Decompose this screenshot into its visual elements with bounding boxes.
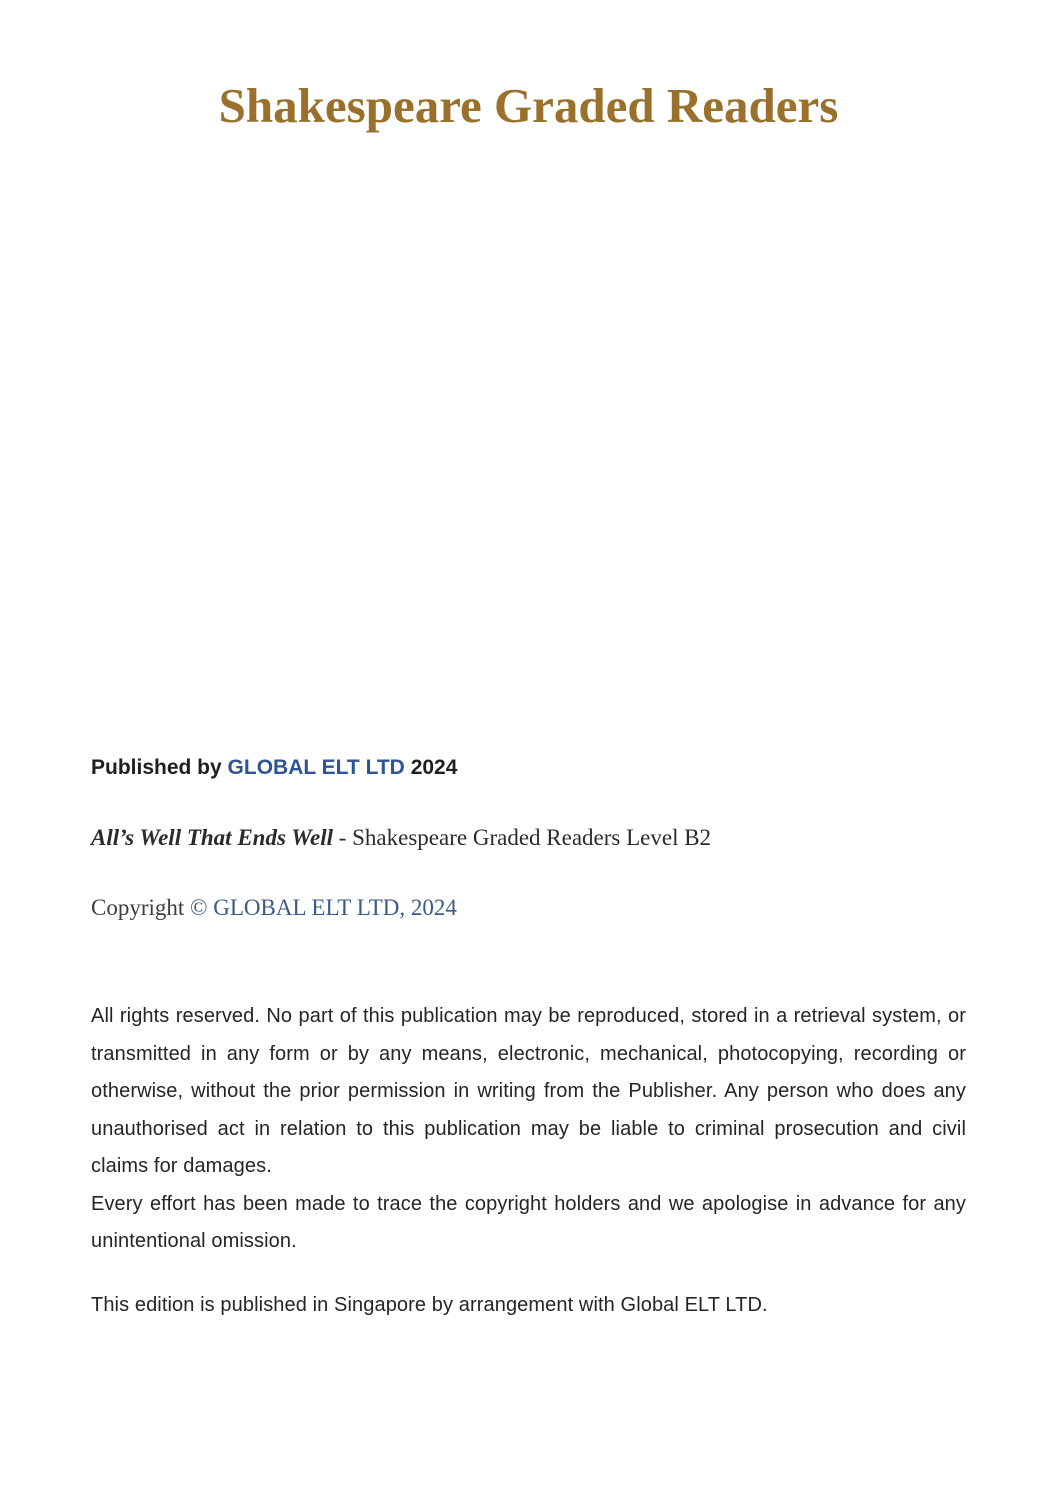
published-by-prefix: Published by xyxy=(91,756,222,779)
page-title: Shakespeare Graded Readers xyxy=(218,78,839,133)
copyright-prefix: Copyright xyxy=(91,895,185,920)
series-label: - Shakespeare Graded Readers Level B2 xyxy=(338,825,712,850)
copyright-holders-paragraph: Every effort has been made to trace the copyright holders and we apologise in advance for any unintentional omission. xyxy=(91,1192,966,1252)
book-title: All’s Well That Ends Well xyxy=(91,825,333,850)
legal-text-block xyxy=(91,998,966,1324)
edition-paragraph: This edition is published in Singapore by arrangement with Global ELT LTD. xyxy=(91,1293,768,1316)
publication-year: 2024 xyxy=(410,756,458,779)
book-title-line xyxy=(91,823,966,853)
published-by-line xyxy=(91,753,966,783)
copyright-line xyxy=(91,893,966,923)
rights-reserved-paragraph: All rights reserved. No part of this publication may be reproduced, stored in a retrieval system, or transmitted in any form or by any means, electronic, mechanical, photocopying, recording or otherwise, without the prior permission in writing from the Publisher. Any person who does any unauthorised act in relation to this publication may be liable to criminal prosecution and civil claims for damages. xyxy=(91,1005,966,1177)
copyright-notice: © GLOBAL ELT LTD, 2024 xyxy=(190,895,457,920)
publisher-name: GLOBAL ELT LTD xyxy=(227,756,405,779)
